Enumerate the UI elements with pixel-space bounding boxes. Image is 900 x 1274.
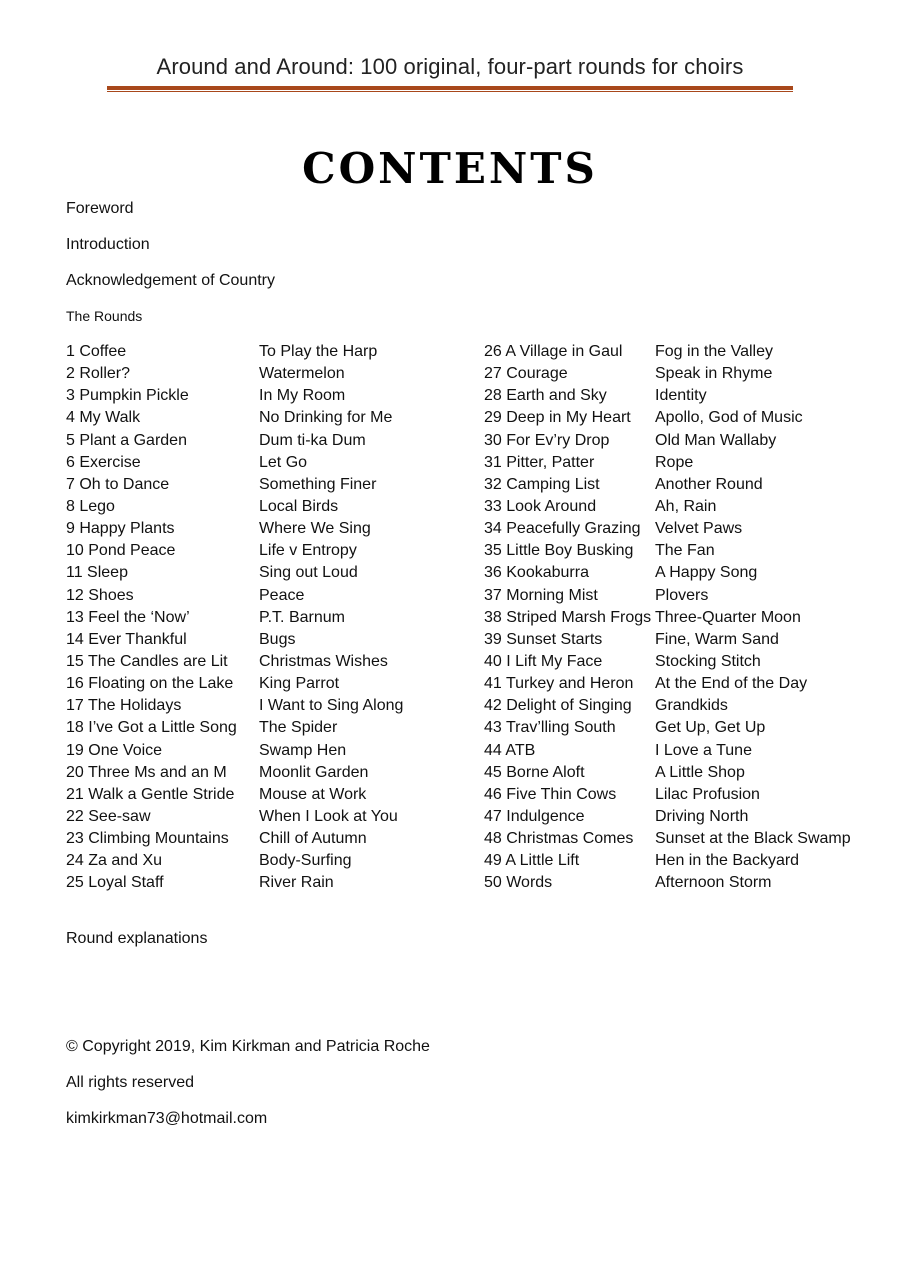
toc-entry: 36 Kookaburra xyxy=(484,564,589,582)
toc-entry: Life v Entropy xyxy=(259,542,357,560)
toc-entry: Three-Quarter Moon xyxy=(655,608,801,626)
toc-entry: Ah, Rain xyxy=(655,497,717,515)
toc-entry: Sunset at the Black Swamp xyxy=(655,830,851,848)
toc-entry: Local Birds xyxy=(259,497,339,515)
toc-entry: Peace xyxy=(259,586,305,604)
toc-entry: Something Finer xyxy=(259,475,377,493)
toc-entry: Mouse at Work xyxy=(259,785,367,803)
toc-entry: P.T. Barnum xyxy=(259,608,345,626)
toc-entry: Driving North xyxy=(655,807,749,825)
toc-entry: Body-Surfing xyxy=(259,852,352,870)
toc-entry: Another Round xyxy=(655,475,763,493)
toc-entry: Grandkids xyxy=(655,697,728,715)
toc-entry: Speak in Rhyme xyxy=(655,365,773,383)
toc-entry: 47 Indulgence xyxy=(484,807,585,825)
toc-entry: 7 Oh to Dance xyxy=(66,475,170,493)
toc-entry: In My Room xyxy=(259,387,346,405)
toc-entry: Chill of Autumn xyxy=(259,830,367,848)
rounds-column-4 xyxy=(655,341,851,895)
toc-entry: Plovers xyxy=(655,586,709,604)
toc-entry: 34 Peacefully Grazing xyxy=(484,520,641,538)
running-header: Around and Around: 100 original, four-part rounds for choirs xyxy=(156,54,744,79)
toc-entry: 33 Look Around xyxy=(484,497,597,515)
toc-entry: 5 Plant a Garden xyxy=(66,431,187,449)
toc-entry: The Spider xyxy=(259,719,338,737)
toc-entry: King Parrot xyxy=(259,675,340,693)
toc-entry: 22 See-saw xyxy=(66,807,151,825)
header-rule xyxy=(107,86,793,90)
toc-entry: To Play the Harp xyxy=(259,343,378,360)
toc-entry: 29 Deep in My Heart xyxy=(484,409,631,427)
toc-entry: 31 Pitter, Patter xyxy=(484,453,595,471)
toc-entry: 1 Coffee xyxy=(66,343,127,360)
toc-entry: I Love a Tune xyxy=(655,741,752,759)
toc-entry: 39 Sunset Starts xyxy=(484,630,603,648)
header-rule-thin xyxy=(107,91,793,92)
toc-entry: 48 Christmas Comes xyxy=(484,830,634,848)
toc-entry: River Rain xyxy=(259,874,334,892)
toc-entry: 2 Roller? xyxy=(66,365,131,383)
rounds-column-2 xyxy=(259,341,403,895)
toc-entry: 27 Courage xyxy=(484,365,568,383)
toc-entry: 38 Striped Marsh Frogs xyxy=(484,608,652,626)
toc-entry: Sing out Loud xyxy=(259,564,358,582)
toc-entry: 12 Shoes xyxy=(66,586,134,604)
toc-entry: 49 A Little Lift xyxy=(484,852,580,870)
toc-entry: Afternoon Storm xyxy=(655,874,772,892)
toc-entry: 46 Five Thin Cows xyxy=(484,785,617,803)
toc-entry: 26 A Village in Gaul xyxy=(484,343,623,360)
toc-entry: 9 Happy Plants xyxy=(66,520,175,538)
contact-email: kimkirkman73@hotmail.com xyxy=(66,1110,268,1127)
toc-entry: 45 Borne Aloft xyxy=(484,763,585,781)
toc-entry: A Happy Song xyxy=(655,564,758,582)
toc-entry: Hen in the Backyard xyxy=(655,852,800,870)
toc-entry: Watermelon xyxy=(259,365,345,383)
toc-entry: 15 The Candles are Lit xyxy=(66,652,228,670)
toc-entry: 13 Feel the ‘Now’ xyxy=(66,608,190,626)
toc-entry: 10 Pond Peace xyxy=(66,542,176,560)
toc-entry: 14 Ever Thankful xyxy=(66,630,187,648)
toc-entry: Dum ti-ka Dum xyxy=(259,431,366,449)
rounds-column-1 xyxy=(66,341,237,895)
toc-entry: 28 Earth and Sky xyxy=(484,387,607,405)
toc-entry: 20 Three Ms and an M xyxy=(66,763,227,781)
toc-entry: Apollo, God of Music xyxy=(655,409,803,427)
toc-entry: 25 Loyal Staff xyxy=(66,874,164,892)
page-title: CONTENTS xyxy=(302,144,598,193)
toc-entry: 24 Za and Xu xyxy=(66,852,163,870)
toc-entry: 18 I’ve Got a Little Song xyxy=(66,719,237,737)
toc-entry: The Fan xyxy=(655,542,715,560)
toc-entry: 43 Trav’lling South xyxy=(484,719,616,737)
toc-entry: 3 Pumpkin Pickle xyxy=(66,387,189,405)
copyright-notice: © Copyright 2019, Kim Kirkman and Patricia Roche xyxy=(66,1038,430,1055)
toc-entry: 41 Turkey and Heron xyxy=(484,675,634,693)
toc-entry: 50 Words xyxy=(484,874,553,892)
toc-entry: Swamp Hen xyxy=(259,741,347,759)
toc-entry: 6 Exercise xyxy=(66,453,141,471)
introduction-entry: Introduction xyxy=(66,236,150,253)
toc-entry: Let Go xyxy=(259,453,308,471)
toc-entry: 23 Climbing Mountains xyxy=(66,830,229,848)
toc-entry: Rope xyxy=(655,453,694,471)
toc-entry: 37 Morning Mist xyxy=(484,586,598,604)
round-explanations-entry: Round explanations xyxy=(66,930,208,947)
toc-entry: 40 I Lift My Face xyxy=(484,652,603,670)
toc-entry: At the End of the Day xyxy=(655,675,808,693)
toc-entry: No Drinking for Me xyxy=(259,409,393,427)
toc-entry: Christmas Wishes xyxy=(259,652,388,670)
toc-entry: When I Look at You xyxy=(259,807,398,825)
toc-entry: Bugs xyxy=(259,630,296,648)
toc-entry: 11 Sleep xyxy=(66,564,128,582)
rounds-column-3 xyxy=(484,341,651,895)
toc-entry: I Want to Sing Along xyxy=(259,697,404,715)
toc-entry: 4 My Walk xyxy=(66,409,141,427)
toc-entry: Fine, Warm Sand xyxy=(655,630,779,648)
toc-entry: Lilac Profusion xyxy=(655,785,760,803)
toc-entry: 19 One Voice xyxy=(66,741,163,759)
foreword-entry: Foreword xyxy=(66,200,134,217)
toc-entry: 16 Floating on the Lake xyxy=(66,675,234,693)
toc-entry: 35 Little Boy Busking xyxy=(484,542,634,560)
toc-entry: Get Up, Get Up xyxy=(655,719,766,737)
toc-entry: Stocking Stitch xyxy=(655,652,761,670)
toc-entry: Fog in the Valley xyxy=(655,343,773,360)
toc-entry: Velvet Paws xyxy=(655,520,743,538)
toc-entry: 8 Lego xyxy=(66,497,115,515)
toc-entry: Where We Sing xyxy=(259,520,371,538)
rounds-heading: The Rounds xyxy=(66,308,143,324)
toc-entry: Moonlit Garden xyxy=(259,763,369,781)
rights-notice: All rights reserved xyxy=(66,1074,195,1091)
toc-entry: 30 For Ev’ry Drop xyxy=(484,431,610,449)
toc-entry: 21 Walk a Gentle Stride xyxy=(66,785,235,803)
toc-entry: 17 The Holidays xyxy=(66,697,182,715)
acknowledgement-entry: Acknowledgement of Country xyxy=(66,272,275,289)
toc-entry: A Little Shop xyxy=(655,763,745,781)
toc-entry: Identity xyxy=(655,387,707,405)
toc-entry: 32 Camping List xyxy=(484,475,600,493)
toc-entry: 44 ATB xyxy=(484,741,536,759)
toc-entry: 42 Delight of Singing xyxy=(484,697,632,715)
toc-entry: Old Man Wallaby xyxy=(655,431,777,449)
